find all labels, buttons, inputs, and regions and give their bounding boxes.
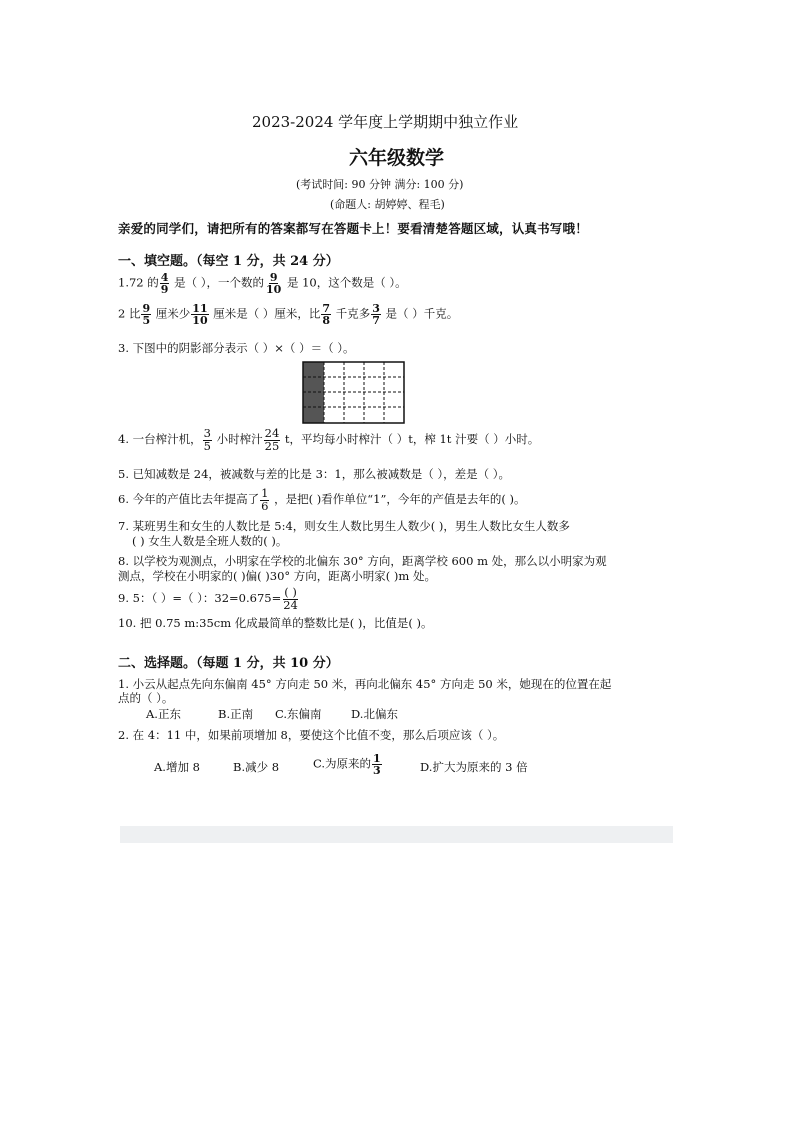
section1-heading: 一、填空题。（每空 1 分，共 24 分） — [118, 254, 339, 269]
notice-line: 亲爱的同学们，请把所有的答案都写在答题卡上！要看清楚答题区域，认真书写哦！ — [118, 221, 588, 236]
question-1-8-line2: 测点，学校在小明家的( )偏( )30° 方向，距离小明家( )m 处。 — [118, 569, 436, 583]
fraction: $\frac{3}{5}$ — [203, 426, 211, 453]
option-c: C.东偏南 — [275, 707, 322, 721]
document-subtitle: 六年级数学 — [349, 147, 445, 169]
fraction: $\frac{9}{10}$ — [265, 271, 282, 296]
fraction: $\frac{7}{8}$ — [322, 302, 331, 327]
question-2-1-line1: 1. 小云从起点先向东偏南 45° 方向走 50 米，再向北偏东 45° 方向走 50 米，她现在的位置在起 — [118, 677, 612, 691]
question-1-8-line1: 8. 以学校为观测点，小明家在学校的北偏东 30° 方向，距离学校 600 m 处，那么以小明家为观 — [118, 554, 607, 568]
fraction: $\frac{( )}{24}$ — [283, 585, 298, 612]
question-1-6: 6. 今年的产值比去年提高了 $\frac{1}{6}$ ，是把( )看作单位“1”，今年的产值是去年的( )。 — [118, 486, 526, 513]
question-1-10: 10. 把 0.75 m:35cm 化成最简单的整数比是( )，比值是( )。 — [118, 616, 433, 630]
section2-heading: 二、选择题。（每题 1 分，共 10 分） — [118, 656, 339, 671]
option-c: C.为原来的 $\frac{1}{3}$ — [313, 752, 381, 777]
fraction: $\frac{24}{25}$ — [264, 426, 280, 453]
question-1-7-line2: ( ) 女生人数是全班人数的( )。 — [132, 534, 288, 548]
fraction: $\frac{11}{10}$ — [192, 302, 208, 327]
authors-line: (命题人: 胡婷婷、程毛) — [330, 198, 445, 211]
question-2-1-line2: 点的（ ）。 — [118, 691, 174, 705]
fraction: $\frac{4}{9}$ — [160, 271, 169, 296]
shaded-grid-figure — [302, 361, 406, 425]
fraction: $\frac{1}{3}$ — [373, 752, 381, 777]
option-a: A.正东 — [146, 707, 181, 721]
option-b: B.正南 — [218, 707, 254, 721]
document-title: 2023-2024 学年度上学期期中独立作业 — [252, 113, 519, 131]
exam-info: (考试时间: 90 分钟 满分: 100 分) — [296, 178, 464, 191]
fraction: $\frac{1}{6}$ — [261, 486, 269, 513]
fraction: $\frac{9}{5}$ — [142, 302, 151, 327]
question-1-1: 1.72 的 $\frac{4}{9}$ 是（ ），一个数的 $\frac{9}{10}$ 是 10，这个数是（ ）。 — [118, 271, 407, 296]
fraction: $\frac{3}{7}$ — [372, 302, 380, 327]
question-1-5: 5. 已知减数是 24，被减数与差的比是 3：1，那么被减数是（ ），差是（ ）。 — [118, 467, 511, 481]
question-1-7-line1: 7. 某班男生和女生的人数比是 5:4，则女生人数比男生人数少( )，男生人数比女生人数多 — [118, 519, 570, 533]
question-1-4: 4. 一台榨汁机， $\frac{3}{5}$ 小时榨汁 $\frac{24}{25}$ t，平均每小时榨汁（ ）t，榨 1t 汁要（ ）小时。 — [118, 426, 540, 453]
page-divider-strip — [120, 826, 673, 843]
option-b: B.减少 8 — [233, 760, 280, 774]
option-d: D.扩大为原来的 3 倍 — [420, 760, 528, 774]
question-1-2: 2 比 $\frac{9}{5}$ 厘米少 $\frac{11}{10}$ 厘米是（ ）厘米，比 $\frac{7}{8}$ 千克多 $\frac{3}{7}$ 是（ ）千克。 — [118, 302, 459, 327]
option-d: D.北偏东 — [351, 707, 398, 721]
question-1-3: 3. 下图中的阴影部分表示（ ）×（ ）＝（ ）。 — [118, 341, 355, 355]
question-2-2: 2. 在 4：11 中，如果前项增加 8，要使这个比值不变，那么后项应该（ ）。 — [118, 728, 505, 742]
question-1-9: 9. 5：（ ）=（ ）：32=0.675= $\frac{( )}{24}$ — [118, 585, 298, 612]
option-a: A.增加 8 — [154, 760, 200, 774]
